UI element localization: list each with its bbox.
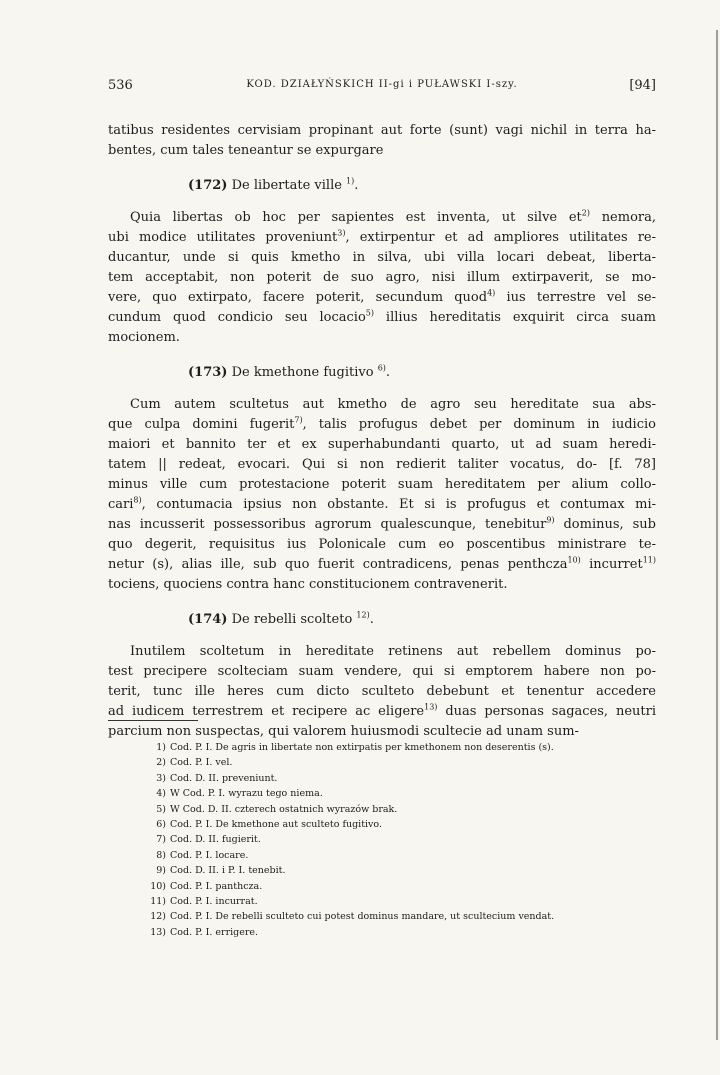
footnote-ref: 12) <box>356 610 370 620</box>
footnote-item <box>148 771 668 786</box>
text-line: nas incusserit possessoribus agrorum qualescunque, tenebitur$^{9)}$ dominus, sub <box>108 515 656 532</box>
page-edge-shadow <box>716 30 718 1040</box>
text-line: quo degerit, requisitus ius Polonicale cum eo poscentibus ministrare te- <box>108 537 656 552</box>
text-line: bentes, cum tales teneantur se expurgare <box>108 143 384 158</box>
footnote-item <box>148 863 668 878</box>
text-line: tatibus residentes cervisiam propinant aut forte (sunt) vagi nichil in terra ha- <box>108 123 656 138</box>
footnote-mark: 5) <box>156 803 166 815</box>
footnote-ref: 5) <box>365 308 374 318</box>
footnote-ref: 9) <box>546 515 555 525</box>
text-line: cundum quod condicio seu locacio$^{5)}$ illius hereditatis exquirit circa suam <box>108 308 656 325</box>
footnote-ref: 8) <box>133 495 142 505</box>
footnote-text: Cod. P. I. errigere. <box>170 926 259 938</box>
text-line: minus ville cum protestacione poterit suam hereditatem per alium collo- <box>108 477 656 492</box>
footnote-text: Cod. D. II. fugierit. <box>170 834 261 846</box>
footnote-item <box>148 879 668 894</box>
section-172-heading: (172) De libertate ville $^{1)}$. <box>188 176 359 193</box>
footnote-text: Cod. P. I. panthcza. <box>170 880 263 892</box>
text-line: maiori et bannito ter et ex superhabundanti quarto, ut ad suam heredi- <box>108 437 656 452</box>
footnote-separator <box>108 720 198 721</box>
footnote-text: Cod. P. I. vel. <box>170 757 233 769</box>
footnote-text: W Cod. P. I. wyrazu tego niema. <box>170 788 323 800</box>
footnote-mark: 10) <box>150 880 166 892</box>
footnote-item <box>148 817 668 832</box>
footnote-item <box>148 802 668 817</box>
section-number: (173) <box>188 365 228 380</box>
footnote-ref: 11) <box>642 555 656 565</box>
footnote-item <box>148 909 668 924</box>
footnote-ref: 1) <box>346 176 355 186</box>
text-line: mocionem. <box>108 330 180 345</box>
footnote-mark: 11) <box>150 896 166 908</box>
text-line: test precipere scolteciam suam vendere, qui si emptorem habere non po- <box>108 664 656 679</box>
footnote-item <box>148 755 668 770</box>
footnote-text: Cod. P. I. locare. <box>170 849 249 861</box>
footnote-mark: 8) <box>156 849 166 861</box>
footnote-ref: 13) <box>424 702 438 712</box>
section-title: De rebelli scolteto <box>227 612 357 627</box>
footnote-ref: 3) <box>337 228 346 238</box>
footnote-item <box>148 786 668 801</box>
footnote-text: Cod. P. I. incurrat. <box>170 896 258 908</box>
section-marker: [94] <box>629 78 656 93</box>
text-line: ad iudicem terrestrem et recipere ac eligere$^{13)}$ duas personas sagaces, neutri <box>108 702 656 719</box>
text-line: terit, tunc ille heres cum dicto sculteto debebunt et tenentur accedere <box>108 684 656 699</box>
footnote-text: Cod. P. I. De rebelli sculteto cui potest dominus mandare, ut scultecium vendat. <box>170 911 555 923</box>
footnote-mark: 3) <box>156 772 166 784</box>
footnote-text: Cod. P. I. De kmethone aut sculteto fugitivo. <box>170 819 382 831</box>
footnote-mark: 9) <box>156 865 166 877</box>
running-header <box>108 78 656 98</box>
footnote-ref: 2) <box>581 208 590 218</box>
text-line: cari$^{8)}$, contumacia ipsius non obstante. Et si is profugus et contumax mi- <box>108 495 656 512</box>
running-title: KOD. DZIAŁYŃSKICH II-gi i PUŁAWSKI I-szy. <box>246 79 518 90</box>
footnotes <box>148 740 668 940</box>
footnote-mark: 2) <box>156 757 166 769</box>
text-line: tem acceptabit, non poterit de suo agro, nisi illum extirpaverit, se mo- <box>108 270 656 285</box>
text-line: que culpa domini fugerit$^{7)}$, talis profugus debet per dominum in iudicio <box>108 415 656 432</box>
footnote-item <box>148 848 668 863</box>
footnote-mark: 12) <box>150 911 166 923</box>
text-line: netur (s), alias ille, sub quo fuerit contradicens, penas penthcza$^{10)}$ incurret$^{11)}$ <box>108 555 656 572</box>
main-text <box>108 121 656 742</box>
footnote-text: Cod. D. II. i P. I. tenebit. <box>170 865 286 877</box>
footnote-mark: 6) <box>156 819 166 831</box>
footnote-mark: 4) <box>156 788 166 800</box>
text-line: Cum autem scultetus aut kmetho de agro seu hereditate sua abs- <box>130 397 656 412</box>
text-line: Quia libertas ob hoc per sapientes est inventa, ut silve $et^{2)}$ nemora, <box>130 208 657 225</box>
section-title: De libertate ville <box>227 178 347 193</box>
footnote-ref: 6) <box>377 363 386 373</box>
text-line: tatem || redeat, evocari. Qui si non redierit taliter vocatus, do- [f. 78] <box>108 457 656 472</box>
section-number: (174) <box>188 612 228 627</box>
footnote-text: W Cod. D. II. czterech ostatnich wyrazów brak. <box>170 803 398 815</box>
footnote-text: Cod. P. I. De agris in libertate non extirpatis per kmethonem non deserentis (s). <box>170 742 554 753</box>
footnote-item <box>148 740 668 755</box>
footnote-mark: 13) <box>150 926 166 938</box>
text-line: vere, quo extirpato, facere poterit, secundum quod$^{4)}$ ius terrestre vel se- <box>108 288 657 305</box>
footnote-mark: 1) <box>156 742 166 753</box>
text-line: parcium non suspectas, qui valorem huiusmodi scultecie ad unam sum- <box>108 724 579 739</box>
footnote-ref: 10) <box>567 555 581 565</box>
footnote-text: Cod. D. II. preveniunt. <box>170 772 278 784</box>
section-title: De kmethone fugitivo <box>227 365 378 380</box>
footnote-ref: 4) <box>487 288 496 298</box>
footnote-ref: 7) <box>294 415 303 425</box>
footnote-item <box>148 832 668 847</box>
section-173-heading: (173) De kmethone fugitivo $^{6)}$. <box>188 363 391 380</box>
footnote-item <box>148 894 668 909</box>
footnote-mark: 7) <box>156 834 166 846</box>
footnote-item <box>148 925 668 940</box>
section-number: (172) <box>188 178 228 193</box>
text-line: tociens, quociens contra hanc constitucionem contravenerit. <box>108 577 508 592</box>
page-number: 536 <box>108 78 133 93</box>
section-174-heading: (174) De rebelli scolteto $^{12)}$. <box>188 610 374 627</box>
text-line: ubi modice utilitates proveniunt$^{3)}$, extirpentur et ad ampliores utilitates re- <box>108 228 657 245</box>
text-line: ducantur, unde si quis kmetho in silva, ubi villa locari debeat, liberta- <box>108 250 656 265</box>
text-line: Inutilem scoltetum in hereditate retinens aut rebellem dominus po- <box>130 644 656 659</box>
